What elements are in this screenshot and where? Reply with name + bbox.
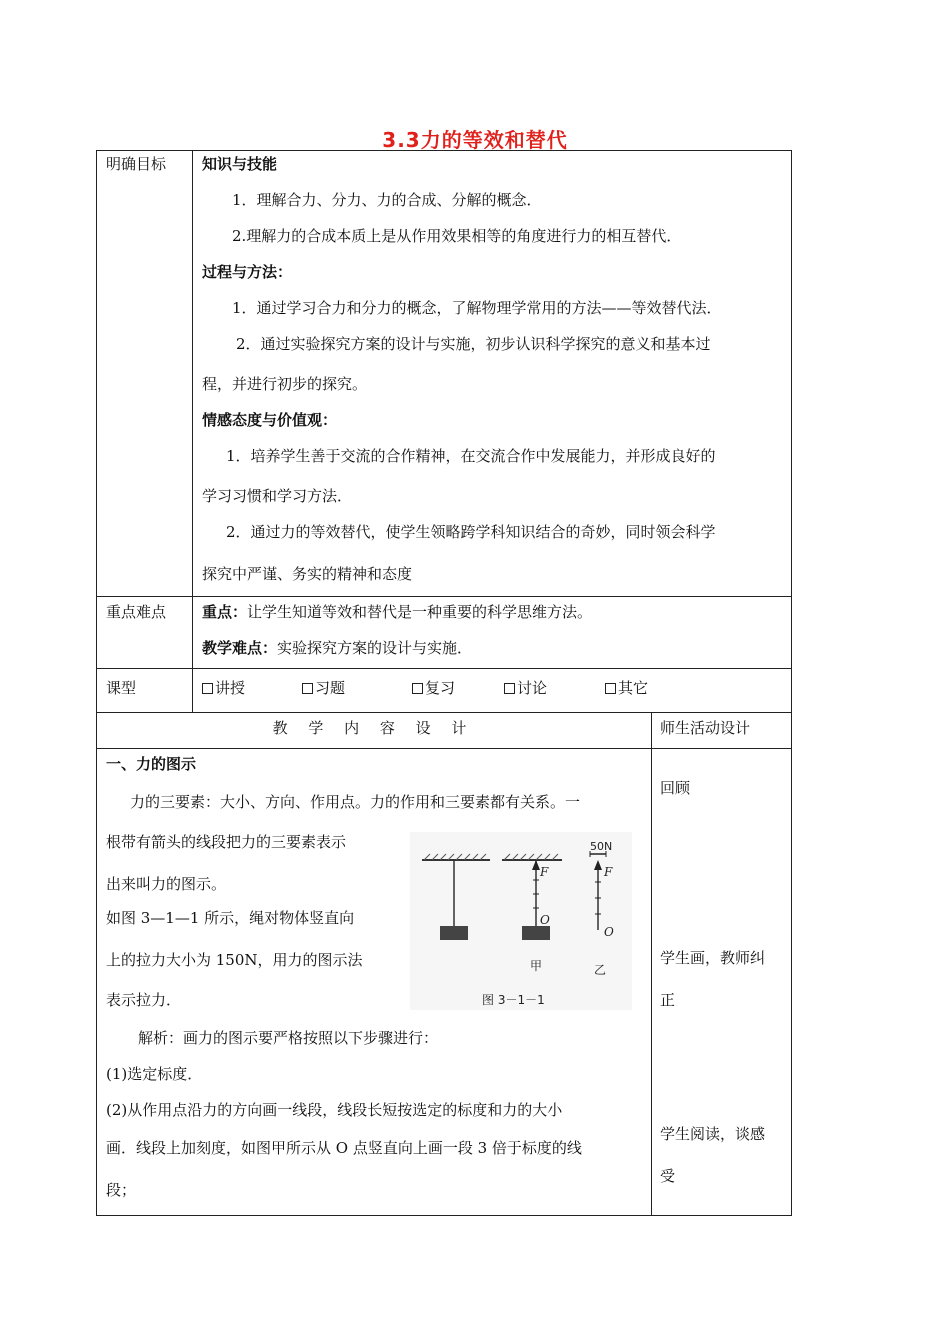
force-diagram-figure bbox=[410, 832, 632, 1010]
objectives-label: 明确目标 bbox=[106, 155, 167, 173]
arrow-yi-icon bbox=[594, 860, 602, 870]
content-line: 段； bbox=[106, 1181, 137, 1199]
lesson-type-option[interactable]: 讨论 bbox=[504, 678, 547, 698]
force-diagram bbox=[410, 832, 632, 1010]
knowledge-item-1: 1．理解合力、分力、力的合成、分解的概念． bbox=[232, 191, 542, 209]
checkbox-icon[interactable] bbox=[605, 683, 616, 694]
column-divider-top bbox=[192, 150, 193, 712]
section-heading: 一、力的图示 bbox=[106, 755, 197, 773]
block-left bbox=[440, 926, 468, 940]
content-line: 如图 3—1—1 所示，绳对物体竖直向 bbox=[106, 909, 355, 927]
difficulty-line bbox=[202, 638, 472, 658]
process-item-2: 2．通过实验探究方案的设计与实施，初步认识科学探究的意义和基本过 bbox=[236, 335, 711, 353]
checkbox-icon[interactable] bbox=[202, 683, 213, 694]
origin-label-jia: O bbox=[540, 913, 550, 927]
emotion-item-2-cont: 探究中严谨、务实的精神和态度 bbox=[202, 565, 413, 583]
content-line: 出来叫力的图示。 bbox=[106, 875, 227, 893]
force-label-jia: F bbox=[540, 865, 549, 879]
label-yi: 乙 bbox=[594, 963, 607, 977]
origin-label-yi: O bbox=[604, 925, 614, 939]
lesson-type-option[interactable]: 讲授 bbox=[202, 678, 245, 698]
content-line: (1)选定标度． bbox=[106, 1065, 203, 1083]
arrow-jia-icon bbox=[532, 860, 540, 870]
row-divider bbox=[96, 596, 792, 597]
label-jia: 甲 bbox=[530, 959, 543, 973]
content-line: 根带有箭头的线段把力的三要素表示 bbox=[106, 833, 347, 851]
row-divider bbox=[96, 668, 792, 669]
focus-line bbox=[202, 602, 592, 622]
row-divider bbox=[96, 748, 792, 749]
emotion-heading: 情感态度与价值观： bbox=[202, 411, 338, 429]
block-jia bbox=[522, 926, 550, 940]
column-divider-bottom bbox=[651, 712, 652, 1216]
emotion-item-2: 2．通过力的等效替代，使学生领略跨学科知识结合的奇妙，同时领会科学 bbox=[226, 523, 716, 541]
content-line: 解析：画力的图示要严格按照以下步骤进行： bbox=[138, 1029, 439, 1047]
lesson-type-option[interactable]: 复习 bbox=[412, 678, 455, 698]
difficulty-label: 教学难点： bbox=[202, 639, 278, 657]
content-design-header: 教 学 内 容 设 计 bbox=[272, 719, 475, 737]
scale-label: 50N bbox=[590, 840, 613, 853]
process-item-2-cont: 程，并进行初步的探究。 bbox=[202, 375, 368, 393]
activity-note: 学生阅读，谈感 bbox=[660, 1125, 766, 1143]
difficulty-text: 实验探究方案的设计与实施． bbox=[277, 639, 473, 657]
content-line: 上的拉力大小为 150N，用力的图示法 bbox=[106, 951, 363, 969]
content-line: (2)从作用点沿力的方向画一线段，线段长短按选定的标度和力的大小 bbox=[106, 1101, 563, 1119]
content-line: 表示拉力． bbox=[106, 991, 182, 1009]
activity-note: 学生画，教师纠 bbox=[660, 949, 766, 967]
emotion-item-1-cont: 学习习惯和学习方法． bbox=[202, 487, 353, 505]
process-heading: 过程与方法： bbox=[202, 263, 293, 281]
lesson-type-option[interactable]: 其它 bbox=[605, 678, 648, 698]
checkbox-icon[interactable] bbox=[412, 683, 423, 694]
activity-design-header: 师生活动设计 bbox=[660, 719, 751, 737]
lesson-type-label: 课型 bbox=[106, 679, 137, 697]
process-item-1: 1．通过学习合力和分力的概念，了解物理学常用的方法——等效替代法． bbox=[232, 299, 722, 317]
content-line: 画．线段上加刻度，如图甲所示从 O 点竖直向上画一段 3 倍于标度的线 bbox=[106, 1139, 582, 1157]
focus-label: 重点： bbox=[202, 603, 248, 621]
figure-caption: 图 3－1－1 bbox=[482, 993, 545, 1007]
row-divider bbox=[96, 712, 792, 713]
force-label-yi: F bbox=[604, 865, 613, 879]
focus-text: 让学生知道等效和替代是一种重要的科学思维方法。 bbox=[247, 603, 593, 621]
activity-note: 回顾 bbox=[660, 779, 691, 797]
activity-note: 正 bbox=[660, 991, 676, 1009]
emotion-item-1: 1．培养学生善于交流的合作精神，在交流合作中发展能力，并形成良好的 bbox=[226, 447, 716, 465]
activity-note: 受 bbox=[660, 1167, 676, 1185]
checkbox-icon[interactable] bbox=[302, 683, 313, 694]
page-title: 3.3力的等效和替代 bbox=[382, 128, 568, 152]
lesson-type-option[interactable]: 习题 bbox=[302, 678, 345, 698]
key-label: 重点难点 bbox=[106, 603, 167, 621]
knowledge-heading: 知识与技能 bbox=[202, 155, 278, 173]
content-line: 力的三要素：大小、方向、作用点。力的作用和三要素都有关系。一 bbox=[130, 793, 581, 811]
checkbox-icon[interactable] bbox=[504, 683, 515, 694]
knowledge-item-2: 2.理解力的合成本质上是从作用效果相等的角度进行力的相互替代． bbox=[232, 227, 682, 245]
